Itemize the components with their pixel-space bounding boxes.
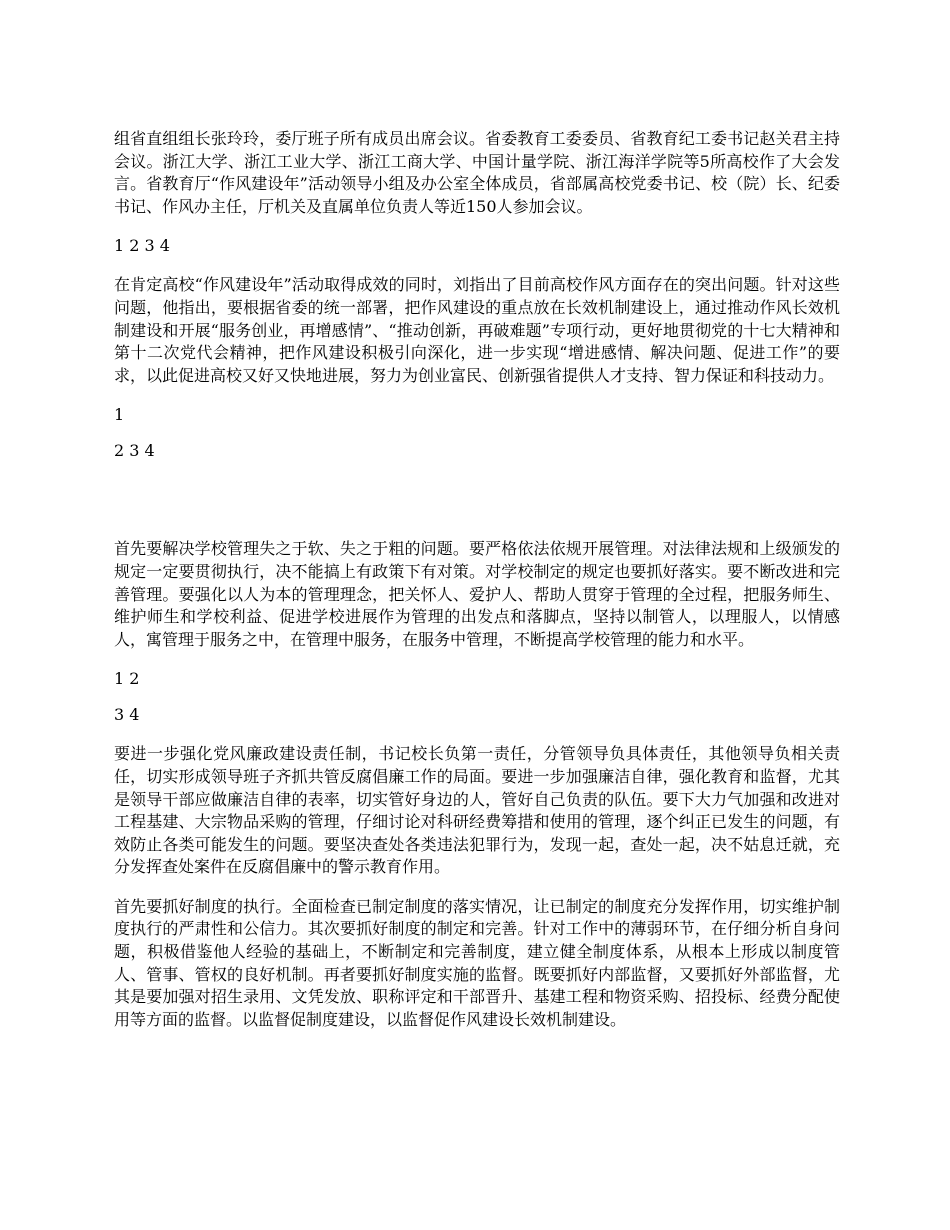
- paragraph-meeting-attendance: 组省直组组长张玲玲，委厅班子所有成员出席会议。省委教育工委委员、省教育纪工委书记赵关君主持会议。浙江大学、浙江工业大学、浙江工商大学、中国计量学院、浙江海洋学院等5所高校作了大会发言。省教育厅“作风建设年”活动领导小组及办公室全体成员，省部属高校党委书记、校（院）长、纪委书记、作风办主任，厅机关及直属单位负责人等近150人参加会议。: [114, 129, 840, 216]
- page-number-row: 3 4: [114, 705, 140, 725]
- spacer: [114, 257, 840, 274]
- paragraph-school-management: 首先要解决学校管理失之于软、失之于粗的问题。要严格依法依规开展管理。对法律法规和上级颁发的规定一定要贯彻执行，决不能搞上有政策下有对策。对学校制定的规定也要抓好落实。要不断改进和完善管理。要强化以人为本的管理理念，把关怀人、爱护人、帮助人贯穿于管理的全过程，把服务师生、维护师生和学校利益、促进学校进展作为管理的出发点和落脚点，坚持以制管人，以理服人，以情感人，寓管理于服务之中，在管理中服务，在服务中管理，不断提高学校管理的能力和水平。: [114, 539, 840, 649]
- page-number-row: 2 3 4: [114, 441, 155, 461]
- page-number-row: 1 2 3 4: [114, 236, 170, 256]
- spacer: [114, 426, 840, 440]
- spacer: [114, 726, 840, 743]
- paragraph-problems-remarks: 在肯定高校“作风建设年”活动取得成效的同时，刘指出了目前高校作风方面存在的突出问题。针对这些问题，他指出，要根据省委的统一部署，把作风建设的重点放在长效机制建设上，通过推动作风长效机制建设和开展“服务创业，再增感情”、“推动创新，再破难题”专项行动，更好地贯彻党的十七大精神和第十二次党代会精神，把作风建设积极引向深化，进一步实现“增进感情、解决问题、促进工作”的要求，以此促进高校又好又快地进展，努力为创业富民、创新强省提供人才支持、智力保证和科技动力。: [114, 275, 840, 385]
- paragraph-system-execution: 首先要抓好制度的执行。全面检查已制定制度的落实情况，让已制定的制度充分发挥作用，切实维护制度执行的严肃性和公信力。其次要抓好制度的制定和完善。针对工作中的薄弱环节，在仔细分析自身问题，积极借鉴他人经验的基础上，不断制定和完善制度，建立健全制度体系，从根本上形成以制度管人、管事、管权的良好机制。再者要抓好制度实施的监督。既要抓好内部监督，又要抓好外部监督，尤其是要加强对招生录用、文凭发放、职称评定和干部晋升、基建工程和物资采购、招投标、经费分配使用等方面的监督。以监督促制度建设，以监督促作风建设长效机制建设。: [114, 896, 840, 1029]
- spacer: [114, 462, 840, 538]
- page-number-row: 1 2: [114, 669, 140, 689]
- paragraph-integrity-responsibility: 要进一步强化党风廉政建设责任制，书记校长负第一责任，分管领导负具体责任，其他领导负相关责任，切实形成领导班子齐抓共管反腐倡廉工作的局面。要进一步加强廉洁自律，强化教育和监督，尤其是领导干部应做廉洁自律的表率，切实管好身边的人，管好自己负责的队伍。要下大力气加强和改进对工程基建、大宗物品采购的管理，仔细讨论对科研经费筹措和使用的管理，逐个纠正已发生的问题，有效防止各类可能发生的问题。要坚决查处各类违法犯罪行为，发现一起，查处一起，决不姑息迁就，充分发挥查处案件在反腐倡廉中的警示教育作用。: [114, 744, 840, 877]
- spacer: [114, 218, 840, 235]
- page-number-row: 1: [114, 405, 125, 425]
- spacer: [114, 690, 840, 704]
- document-body: [114, 128, 840, 1031]
- spacer: [114, 879, 840, 896]
- spacer: [114, 651, 840, 668]
- spacer: [114, 387, 840, 404]
